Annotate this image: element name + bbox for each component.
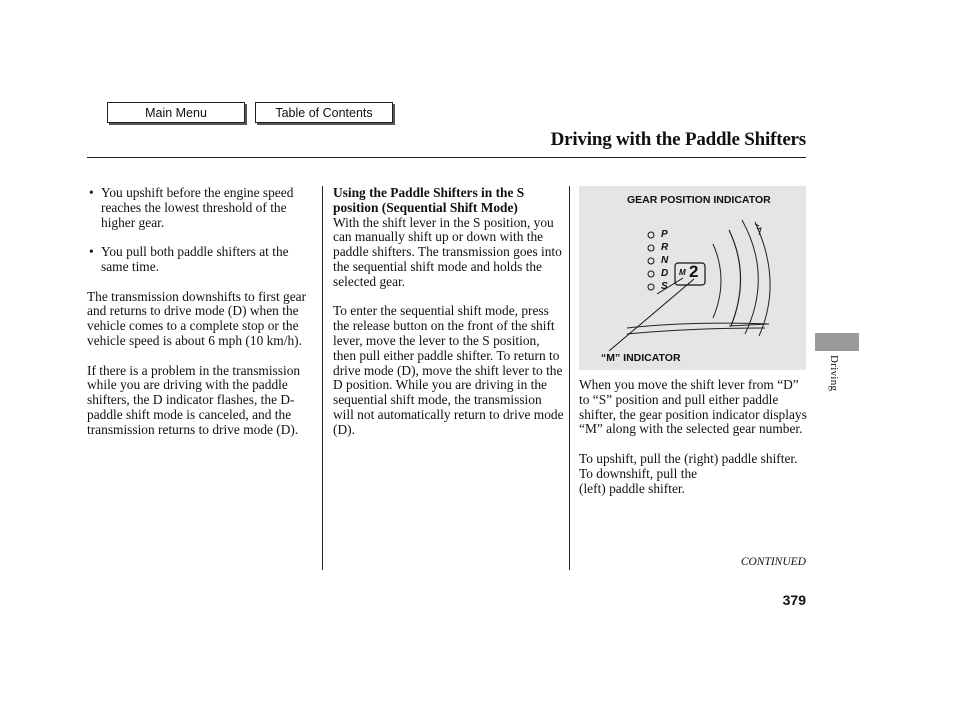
section-tab — [815, 333, 859, 351]
gear-letter-s: S — [661, 281, 668, 292]
gear-number-display: 2 — [689, 262, 699, 281]
m-indicator-display: M — [679, 268, 686, 277]
paragraph: To enter the sequential shift mode, press the release button on the front of the shift lever, move the lever to the S position, then pull either paddle shifter. To return to drive mode (D), move the shift lever to the D position. While you are driving in the sequential shift mode, the transmission will not automatically return to drive mode (D). — [333, 303, 564, 437]
paragraph: The transmission downshifts to first gear and returns to drive mode (D) when the vehicle comes to a complete stop or the vehicle speed is about 6 mph (10 km/h). — [87, 288, 307, 348]
section-heading: Using the Paddle Shifters in the S position (Sequential Shift Mode) — [333, 185, 525, 215]
gear-letter-n: N — [661, 255, 669, 266]
paragraph: To upshift, pull the (right) paddle shifter. To downshift, pull the (left) paddle shifter. — [579, 450, 798, 496]
gear-letter-r: R — [661, 242, 669, 253]
column-2 — [333, 186, 565, 452]
column-1 — [87, 186, 315, 452]
gear-letter-p: P — [661, 229, 668, 240]
section-tab-label: Driving — [828, 355, 840, 392]
paragraph: With the shift lever in the S position, you can manually shift up or down with the paddle shifters. The transmission goes into the sequential shift mode and holds the selected gear. — [333, 214, 562, 289]
page-title: Driving with the Paddle Shifters — [550, 129, 806, 150]
gear-letter-d: D — [661, 268, 669, 279]
continued-label: CONTINUED — [740, 556, 806, 568]
paragraph: If there is a problem in the transmission while you are driving with the paddle shifters, the D indicator flashes, the D-paddle shift mode is canceled, and the transmission returns to drive mode (D). — [87, 362, 301, 437]
table-of-contents-button[interactable]: Table of Contents — [255, 102, 393, 123]
gear-indicator-figure — [579, 186, 806, 370]
column-3 — [579, 378, 807, 511]
gear-position-indicator-label: GEAR POSITION INDICATOR — [627, 194, 771, 206]
bullet-item: • You pull both paddle shifters at the same time. — [87, 245, 315, 275]
paragraph: When you move the shift lever from “D” to “S” position and pull either paddle shifter, the gear position indicator displays “M” along with the selected gear number. — [579, 377, 807, 437]
bullet-item: • You upshift before the engine speed reaches the lowest threshold of the higher gear. — [87, 186, 315, 230]
column-divider-2 — [569, 186, 570, 570]
column-divider-1 — [322, 186, 323, 570]
main-menu-button[interactable]: Main Menu — [107, 102, 245, 123]
m-indicator-label: “M” INDICATOR — [601, 352, 681, 364]
title-divider — [87, 157, 806, 158]
page-number: 379 — [782, 592, 806, 608]
